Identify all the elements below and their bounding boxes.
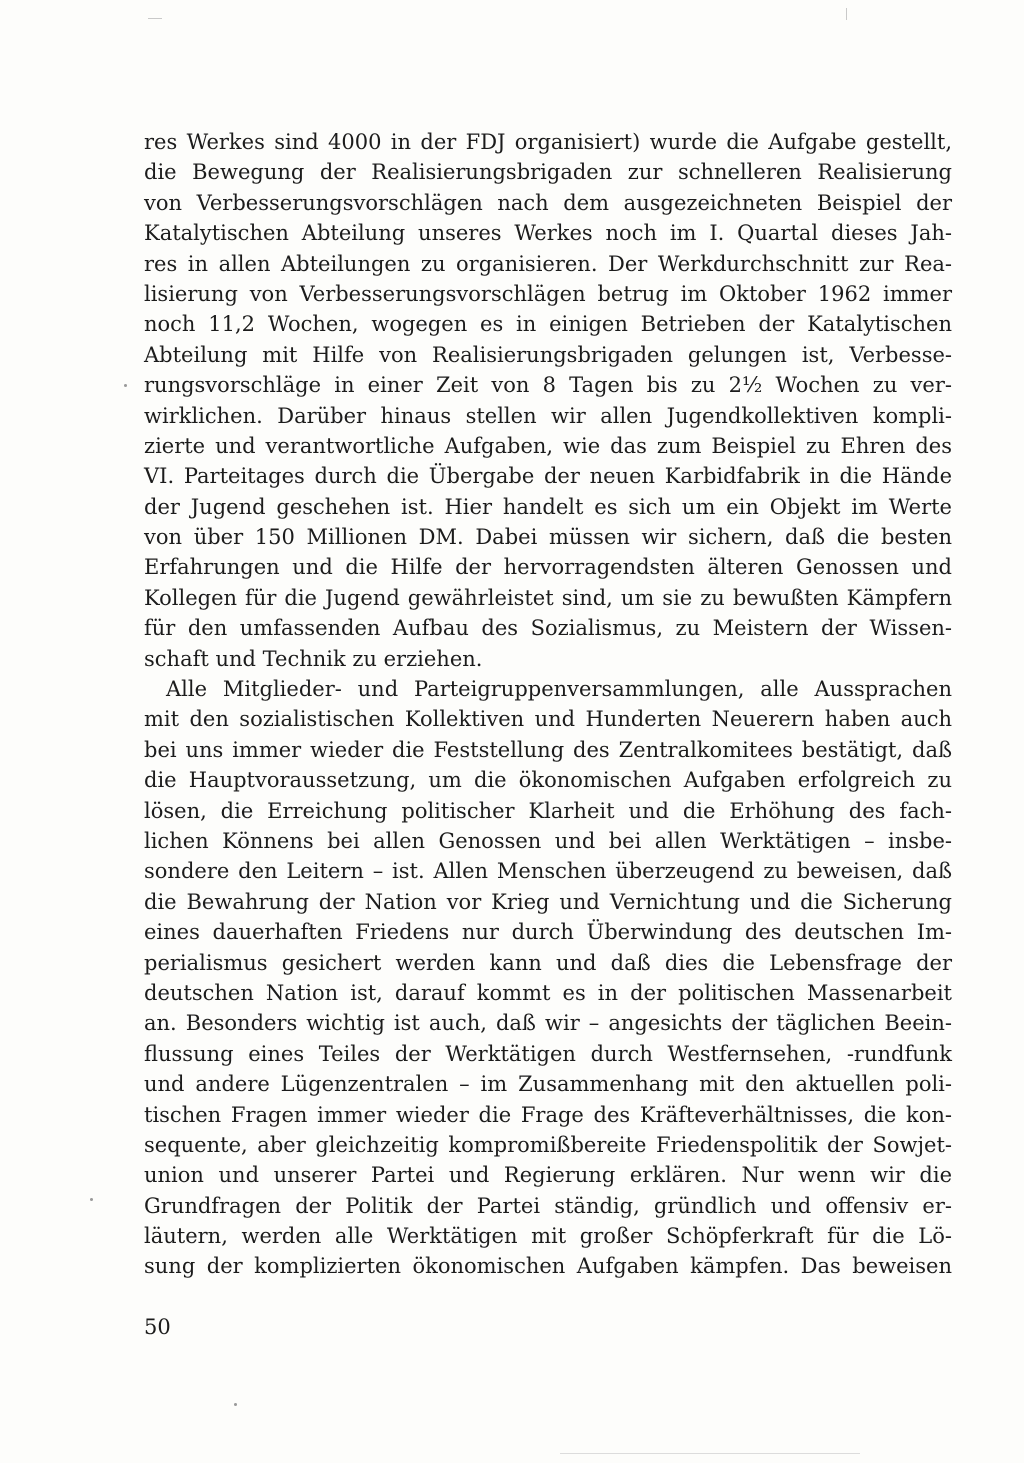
- text-line: und andere Lügenzentralen – im Zusammenhang mit den aktuellen poli-: [144, 1072, 952, 1097]
- text-line: die Hauptvoraussetzung, um die ökonomischen Aufgaben erfolgreich zu: [144, 768, 952, 793]
- text-line: bei uns immer wieder die Feststellung des Zentralkomitees bestätigt, daß: [144, 737, 952, 762]
- text-line: für den umfassenden Aufbau des Sozialismus, zu Meistern der Wissen-: [144, 616, 952, 641]
- text-line: lichen Könnens bei allen Genossen und bei allen Werktätigen – insbe-: [144, 828, 952, 853]
- paragraph-2: [144, 674, 952, 1282]
- text-line: sequente, aber gleichzeitig kompromißbereite Friedenspolitik der Sowjet-: [144, 1132, 952, 1157]
- text-line: res in allen Abteilungen zu organisieren. Der Werkdurchschnitt zur Rea-: [144, 251, 952, 276]
- text-line: läutern, werden alle Werktätigen mit großer Schöpferkraft für die Lö-: [144, 1224, 952, 1249]
- text-line: der Jugend geschehen ist. Hier handelt es sich um ein Objekt im Werte: [144, 494, 952, 519]
- text-line: lösen, die Erreichung politischer Klarheit und die Erhöhung des fach-: [144, 798, 952, 823]
- text-line: von über 150 Millionen DM. Dabei müssen wir sichern, daß die besten: [144, 525, 952, 550]
- text-line: flussung eines Teiles der Werktätigen durch Westfernsehen, -rundfunk: [144, 1041, 952, 1066]
- text-line: schaft und Technik zu erziehen.: [144, 646, 483, 671]
- text-line: sondere den Leitern – ist. Allen Menschen überzeugend zu beweisen, daß: [144, 859, 952, 884]
- scan-speck: [90, 1198, 93, 1201]
- text-line: Erfahrungen und die Hilfe der hervorragendsten älteren Genossen und: [144, 555, 952, 580]
- text-line: sung der komplizierten ökonomischen Aufgaben kämpfen. Das beweisen: [144, 1254, 952, 1279]
- page-number: 50: [144, 1315, 171, 1339]
- text-line: lisierung von Verbesserungsvorschlägen betrug im Oktober 1962 immer: [144, 281, 952, 306]
- text-line: perialismus gesichert werden kann und daß dies die Lebensfrage der: [144, 950, 952, 975]
- scan-speck: [234, 1403, 237, 1406]
- paragraph-1: [144, 127, 952, 674]
- text-line: res Werkes sind 4000 in der FDJ organisiert) wurde die Aufgabe gestellt,: [144, 130, 952, 154]
- scan-speck: [124, 384, 127, 387]
- text-line: deutschen Nation ist, darauf kommt es in der politischen Massenarbeit: [144, 980, 952, 1005]
- text-line: noch 11,2 Wochen, wogegen es in einigen Betrieben der Katalytischen: [144, 312, 952, 337]
- scan-edge-mark: [846, 8, 847, 20]
- text-line: tischen Fragen immer wieder die Frage des Kräfteverhältnisses, die kon-: [144, 1102, 952, 1127]
- text-line: Alle Mitglieder- und Parteigruppenversammlungen, alle Aussprachen: [166, 677, 952, 702]
- text-line: Kollegen für die Jugend gewährleistet sind, um sie zu bewußten Kämpfern: [144, 585, 952, 610]
- text-line: an. Besonders wichtig ist auch, daß wir – angesichts der täglichen Beein-: [144, 1011, 952, 1036]
- text-line: wirklichen. Darüber hinaus stellen wir allen Jugendkollektiven kompli-: [144, 403, 952, 428]
- text-line: mit den sozialistischen Kollektiven und Hunderten Neuerern haben auch: [144, 707, 952, 732]
- text-line: union und unserer Partei und Regierung erklären. Nur wenn wir die: [144, 1163, 952, 1188]
- scan-edge-mark: [560, 1453, 860, 1454]
- text-line: eines dauerhaften Friedens nur durch Überwindung des deutschen Im-: [144, 920, 952, 945]
- text-line: von Verbesserungsvorschlägen nach dem ausgezeichneten Beispiel der: [144, 190, 952, 215]
- text-line: die Bewegung der Realisierungsbrigaden zur schnelleren Realisierung: [144, 160, 952, 185]
- scan-edge-mark: [148, 18, 162, 19]
- text-line: die Bewahrung der Nation vor Krieg und Vernichtung und die Sicherung: [144, 889, 952, 914]
- text-line: rungsvorschläge in einer Zeit von 8 Tagen bis zu 2½ Wochen zu ver-: [144, 373, 952, 398]
- text-line: Grundfragen der Politik der Partei ständig, gründlich und offensiv er-: [144, 1193, 952, 1218]
- text-line: VI. Parteitages durch die Übergabe der neuen Karbidfabrik in die Hände: [144, 464, 952, 489]
- body-text: [144, 127, 952, 1282]
- text-line: Abteilung mit Hilfe von Realisierungsbrigaden gelungen ist, Verbesse-: [144, 342, 952, 367]
- text-line: Katalytischen Abteilung unseres Werkes noch im I. Quartal dieses Jah-: [144, 221, 952, 246]
- text-line: zierte und verantwortliche Aufgaben, wie das zum Beispiel zu Ehren des: [144, 433, 952, 458]
